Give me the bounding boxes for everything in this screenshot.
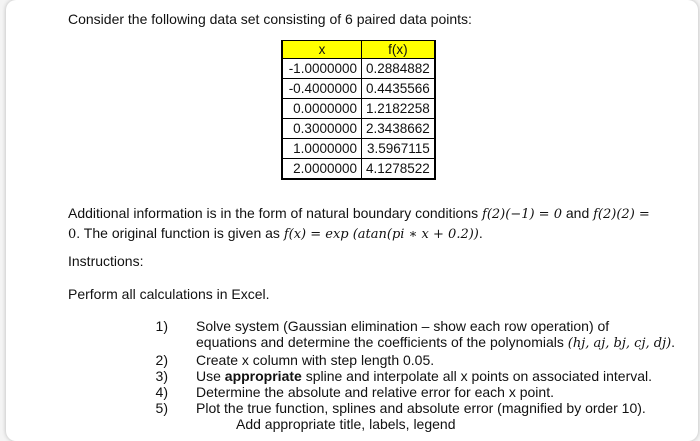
list-item bbox=[146, 352, 686, 368]
instructions-heading: Instructions: bbox=[68, 253, 144, 269]
cell-x: -1.0000000 bbox=[282, 59, 362, 79]
header-x: x bbox=[282, 41, 362, 59]
table-header-row bbox=[282, 41, 435, 59]
addl-text-2: . The original function is given as bbox=[76, 225, 284, 241]
list-item bbox=[146, 318, 686, 352]
table-row bbox=[282, 159, 435, 180]
step-text-pre: Use bbox=[196, 368, 225, 384]
table-row bbox=[282, 119, 435, 139]
addl-and: and bbox=[561, 205, 594, 221]
table-row bbox=[282, 99, 435, 119]
cell-x: 0.0000000 bbox=[282, 99, 362, 119]
additional-info bbox=[68, 204, 668, 244]
addl-text-1: Additional information is in the form of natural boundary conditions bbox=[68, 205, 483, 221]
cell-fx: 2.3438662 bbox=[362, 119, 435, 139]
cell-fx: 0.2884882 bbox=[362, 59, 435, 79]
boundary-condition-1: f(2)(−1) = 0 bbox=[482, 207, 562, 222]
original-function: f(x) = exp (atan(pi ∗ x + 0.2)) bbox=[283, 227, 479, 242]
step-number: 5) bbox=[155, 400, 168, 416]
table-row bbox=[282, 79, 435, 99]
table-row bbox=[282, 139, 435, 159]
cell-fx: 0.4435566 bbox=[362, 79, 435, 99]
header-fx: f(x) bbox=[362, 41, 435, 59]
cell-x: 2.0000000 bbox=[282, 159, 362, 180]
step-number: 4) bbox=[155, 384, 168, 400]
steps-list bbox=[146, 318, 686, 432]
step-text: Determine the absolute and relative error for each x point. bbox=[196, 384, 554, 400]
step-number: 1) bbox=[155, 318, 168, 334]
data-table bbox=[281, 40, 436, 180]
step-end: . bbox=[671, 334, 676, 350]
step-text-2: equations and determine the coefficients of the polynomials bbox=[196, 334, 568, 350]
perform-text: Perform all calculations in Excel. bbox=[68, 286, 270, 302]
addl-zero: 0 bbox=[68, 227, 77, 242]
cell-fx: 4.1278522 bbox=[362, 159, 435, 180]
step-text: Create x column with step length 0.05. bbox=[196, 352, 435, 368]
list-item bbox=[146, 368, 686, 384]
document-page bbox=[6, 0, 698, 441]
step-number: 2) bbox=[155, 352, 168, 368]
coefficients-math: (hj, aj, bj, cj, dj) bbox=[567, 336, 672, 351]
step-text: Solve system (Gaussian elimination – show each row operation) of bbox=[196, 318, 610, 334]
step-number: 3) bbox=[155, 368, 168, 384]
addl-period: . bbox=[478, 225, 483, 241]
cell-x: -0.4000000 bbox=[282, 79, 362, 99]
cell-x: 0.3000000 bbox=[282, 119, 362, 139]
step-text-post: spline and interpolate all x points on associated interval. bbox=[301, 368, 653, 384]
intro-text: Consider the following data set consisting of 6 paired data points: bbox=[68, 11, 472, 27]
step-text-2: Add appropriate title, labels, legend bbox=[236, 416, 456, 432]
boundary-condition-2: f(2)(2) = bbox=[593, 207, 650, 222]
table-row bbox=[282, 59, 435, 79]
cell-fx: 1.2182258 bbox=[362, 99, 435, 119]
cell-x: 1.0000000 bbox=[282, 139, 362, 159]
step-text: Plot the true function, splines and absolute error (magnified by order 10). bbox=[196, 400, 646, 416]
list-item bbox=[146, 384, 686, 400]
cell-fx: 3.5967115 bbox=[362, 139, 435, 159]
list-item bbox=[146, 400, 686, 416]
step-text-bold: appropriate bbox=[224, 368, 302, 384]
